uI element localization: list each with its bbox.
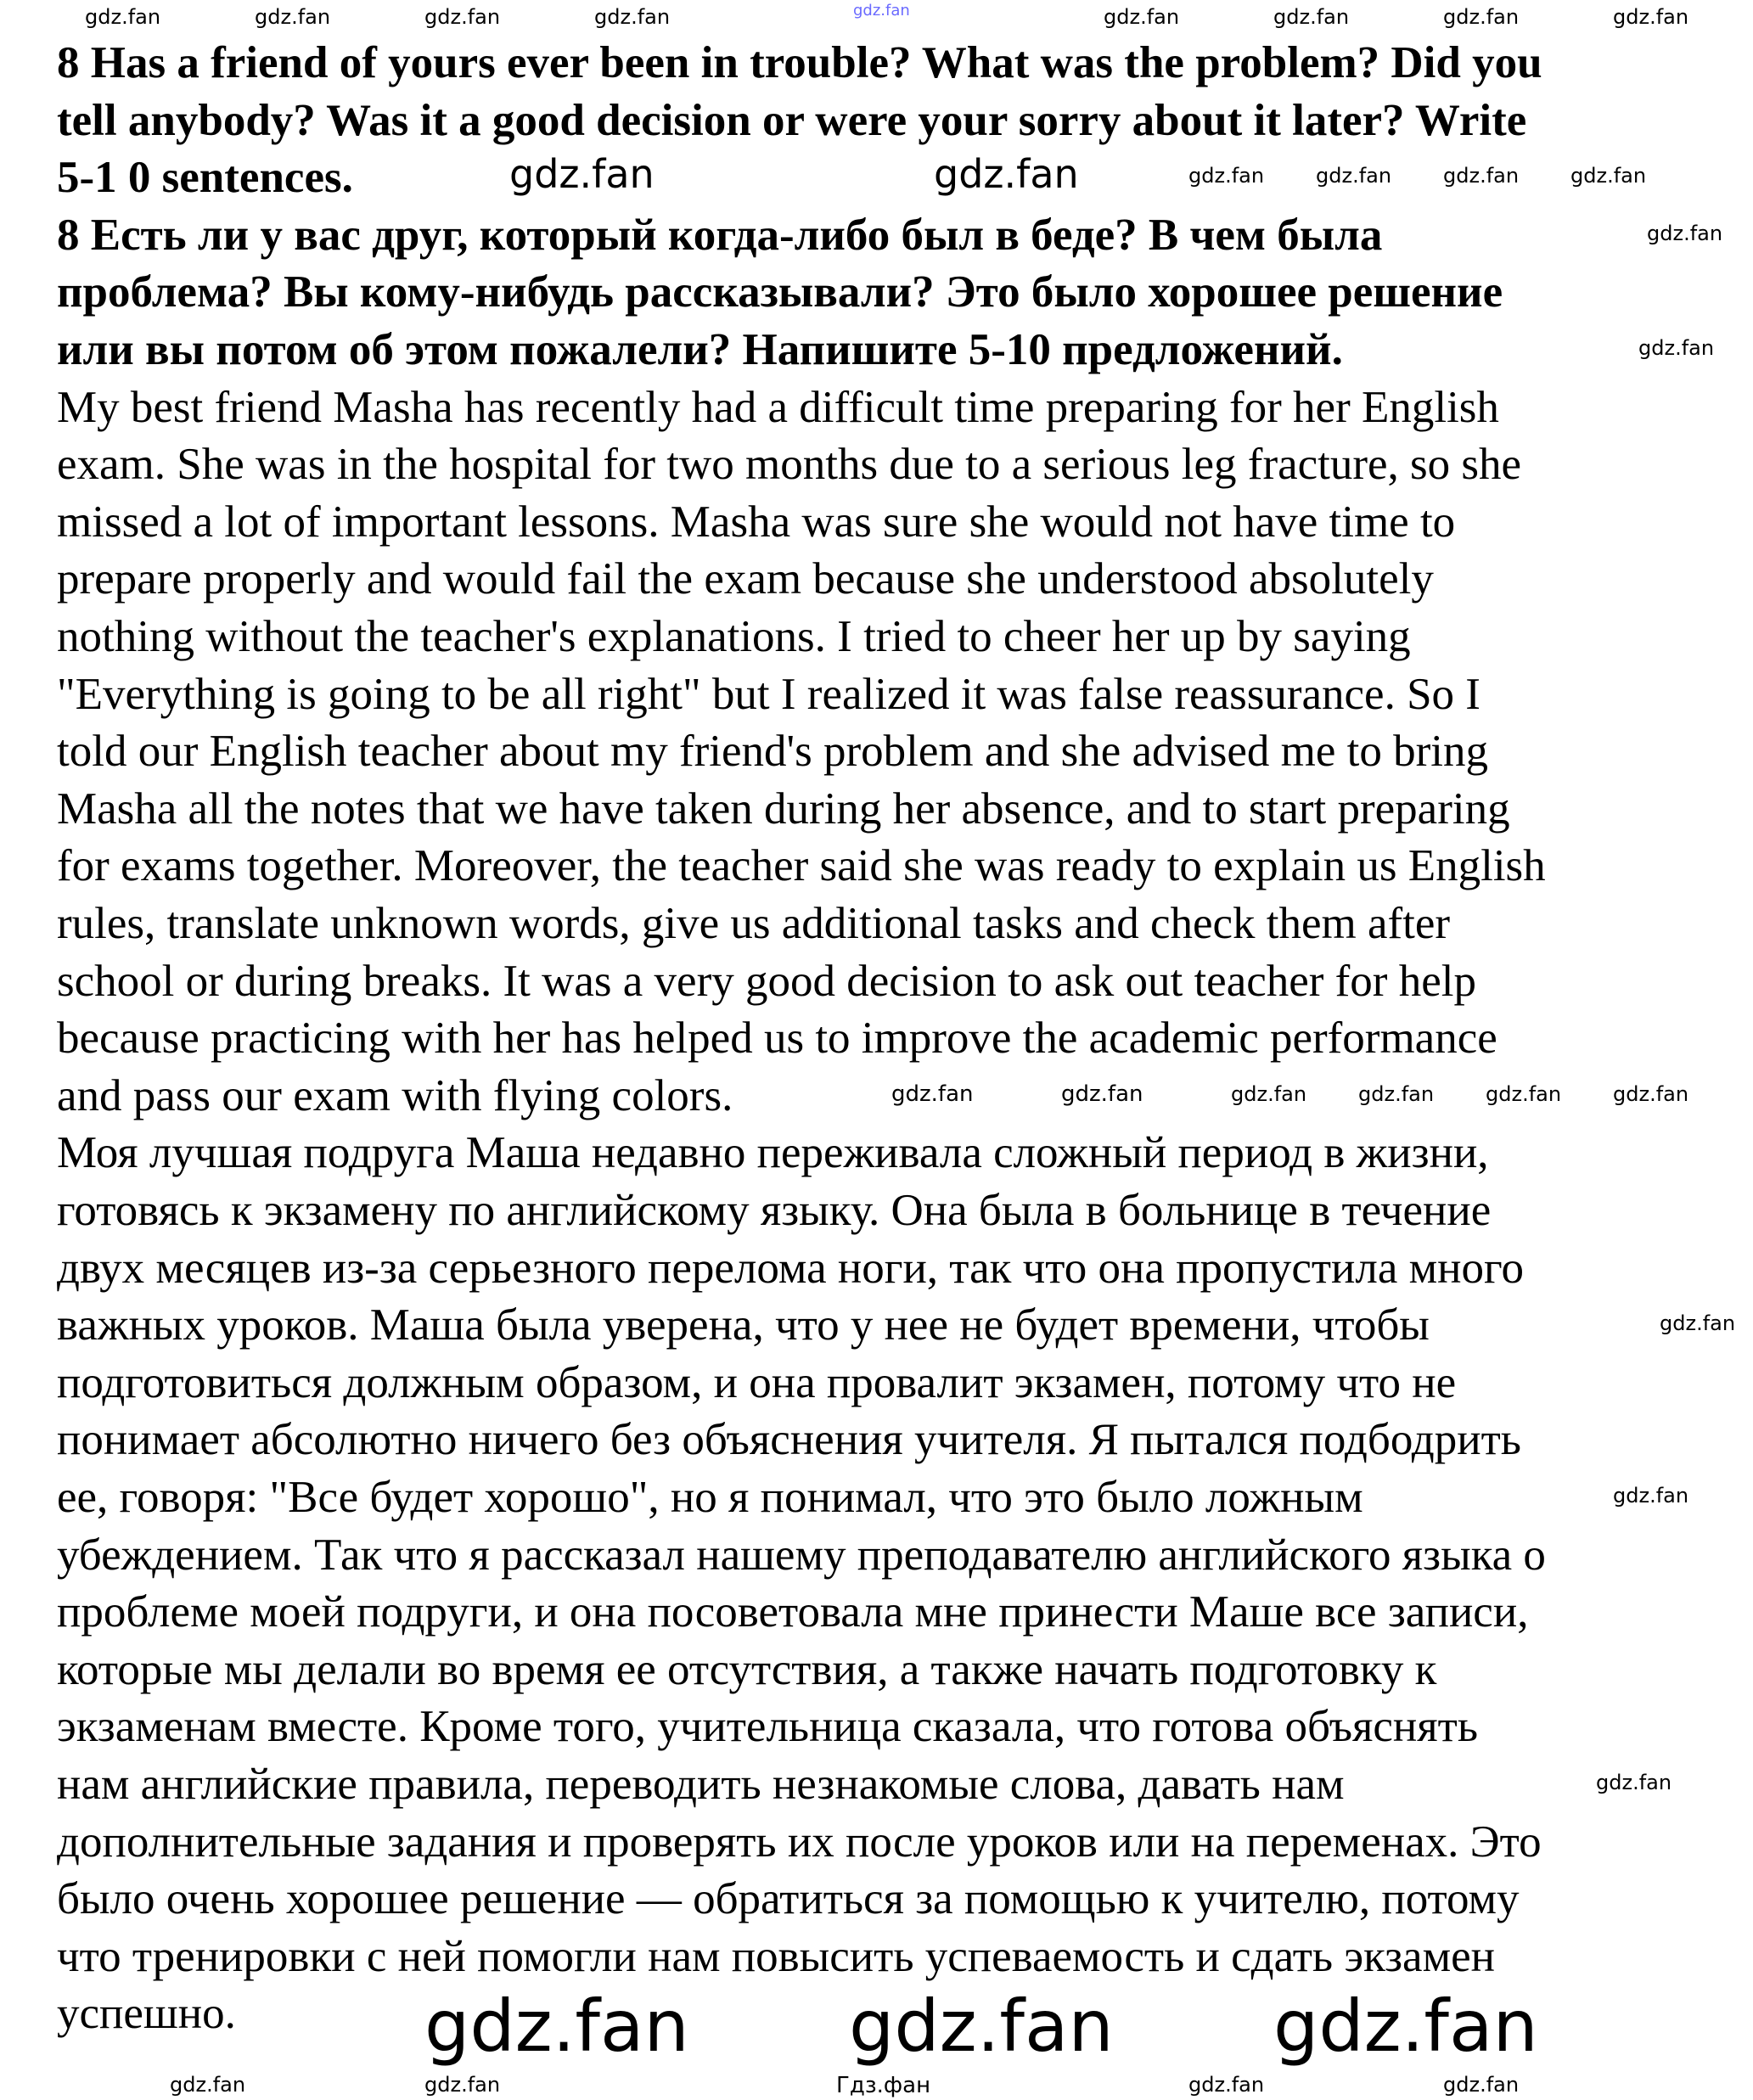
answer-line-ru: проблеме моей подруги, и она посоветовала мне принести Маше все записи, xyxy=(57,1587,1529,1637)
answer-line-en: and pass our exam with flying colors. xyxy=(57,1070,733,1120)
watermark: gdz.fan xyxy=(424,2073,501,2097)
answer-line-en: missed a lot of important lessons. Masha was sure she would not have time to xyxy=(57,497,1456,547)
answer-line-ru: Моя лучшая подруга Маша недавно переживала сложный период в жизни, xyxy=(57,1128,1489,1178)
watermark: gdz.fan xyxy=(424,1985,689,2068)
task-line-en: tell anybody? Was it a good decision or were your sorry about it later? Write xyxy=(57,95,1527,145)
watermark: gdz.fan xyxy=(594,5,671,29)
watermark: gdz.fan xyxy=(509,151,655,198)
watermark: gdz.fan xyxy=(1443,164,1520,188)
answer-line-en: nothing without the teacher's explanations. I tried to cheer her up by saying xyxy=(57,612,1411,661)
watermark: gdz.fan xyxy=(1188,2073,1265,2097)
answer-line-en: told our English teacher about my friend's problem and she advised me to bring xyxy=(57,727,1489,777)
watermark: gdz.fan xyxy=(1273,1985,1538,2068)
answer-line-en: exam. She was in the hospital for two months due to a serious leg fracture, so she xyxy=(57,440,1522,490)
answer-line-en: prepare properly and would fail the exam because she understood absolutely xyxy=(57,554,1434,604)
answer-line-ru: двух месяцев из-за серьезного перелома ноги, так что она пропустила много xyxy=(57,1243,1524,1293)
footer-watermark: Гдз.фан xyxy=(836,2073,931,2098)
watermark: gdz.fan xyxy=(1647,221,1723,245)
answer-line-ru: которые мы делали во время ее отсутствия, а также начать подготовку к xyxy=(57,1644,1437,1694)
answer-line-ru: что тренировки с ней помогли нам повысить успеваемость и сдать экзамен xyxy=(57,1931,1496,1981)
watermark: gdz.fan xyxy=(1316,164,1392,188)
answer-line-ru: экзаменам вместе. Кроме того, учительница сказала, что готова объяснять xyxy=(57,1702,1479,1752)
watermark: gdz.fan xyxy=(934,151,1079,198)
watermark: gdz.fan xyxy=(255,5,331,29)
answer-line-ru: подготовиться должным образом, и она провалит экзамен, потому что не xyxy=(57,1357,1457,1407)
task-line-en: 8 Has a friend of yours ever been in trouble? What was the problem? Did you xyxy=(57,38,1542,87)
watermark: gdz.fan xyxy=(1613,1484,1689,1508)
answer-line-ru: нам английские правила, переводить незнакомые слова, давать нам xyxy=(57,1760,1345,1809)
answer-line-en: My best friend Masha has recently had a difficult time preparing for her English xyxy=(57,382,1499,432)
watermark: gdz.fan xyxy=(170,2073,246,2097)
answer-line-en: "Everything is going to be all right" but I realized it was false reassurance. So I xyxy=(57,669,1480,719)
watermark: gdz.fan xyxy=(891,1081,974,1107)
watermark: gdz.fan xyxy=(1443,2073,1520,2097)
watermark: gdz.fan xyxy=(1061,1081,1143,1107)
watermark: gdz.fan xyxy=(1638,336,1715,360)
task-line-ru: или вы потом об этом пожалели? Напишите 5-10 предложений. xyxy=(57,325,1343,374)
answer-line-ru: было очень хорошее решение — обратиться за помощью к учителю, потому xyxy=(57,1874,1520,1924)
answer-line-ru: готовясь к экзамену по английскому языку. Она была в больнице в течение xyxy=(57,1186,1492,1235)
task-line-ru: 8 Есть ли у вас друг, который когда-либо был в беде? В чем была xyxy=(57,210,1383,260)
answer-line-ru: убеждением. Так что я рассказал нашему преподавателю английского языка о xyxy=(57,1530,1546,1580)
answer-line-en: rules, translate unknown words, give us additional tasks and check them after xyxy=(57,899,1451,948)
answer-line-ru: понимает абсолютно ничего без объяснения учителя. Я пытался подбодрить xyxy=(57,1415,1521,1465)
watermark: gdz.fan xyxy=(1660,1311,1736,1336)
task-line-en: 5-1 0 sentences. xyxy=(57,153,353,203)
task-line-ru: проблема? Вы кому-нибудь рассказывали? Это было хорошее решение xyxy=(57,267,1503,317)
answer-line-ru: важных уроков. Маша была уверена, что у нее не будет времени, чтобы xyxy=(57,1300,1430,1350)
answer-line-ru: успешно. xyxy=(57,1989,236,2039)
watermark: gdz.fan xyxy=(1570,164,1647,188)
answer-line-en: because practicing with her has helped us to improve the academic performance xyxy=(57,1014,1497,1064)
answer-line-ru: ее, говоря: "Все будет хорошо", но я понимал, что это было ложным xyxy=(57,1473,1363,1522)
watermark: gdz.fan xyxy=(1188,164,1265,188)
answer-line-en: for exams together. Moreover, the teacher said she was ready to explain us English xyxy=(57,841,1546,891)
answer-line-ru: дополнительные задания и проверять их после уроков или на переменах. Это xyxy=(57,1816,1542,1867)
watermark: gdz.fan xyxy=(1613,5,1689,29)
watermark: gdz.fan xyxy=(1486,1081,1562,1106)
watermark: gdz.fan xyxy=(1596,1771,1672,1794)
watermark: gdz.fan xyxy=(853,2,910,20)
answer-line-en: Masha all the notes that we have taken during her absence, and to start preparing xyxy=(57,783,1510,834)
watermark: gdz.fan xyxy=(1231,1081,1307,1106)
watermark: gdz.fan xyxy=(1104,5,1180,29)
watermark: gdz.fan xyxy=(1358,1081,1435,1106)
watermark: gdz.fan xyxy=(424,5,501,29)
watermark: gdz.fan xyxy=(849,1985,1114,2068)
watermark: gdz.fan xyxy=(1443,5,1520,29)
answer-line-en: school or during breaks. It was a very good decision to ask out teacher for help xyxy=(57,956,1476,1006)
watermark: gdz.fan xyxy=(1613,1081,1689,1106)
watermark: gdz.fan xyxy=(85,5,161,29)
watermark: gdz.fan xyxy=(1273,5,1350,29)
